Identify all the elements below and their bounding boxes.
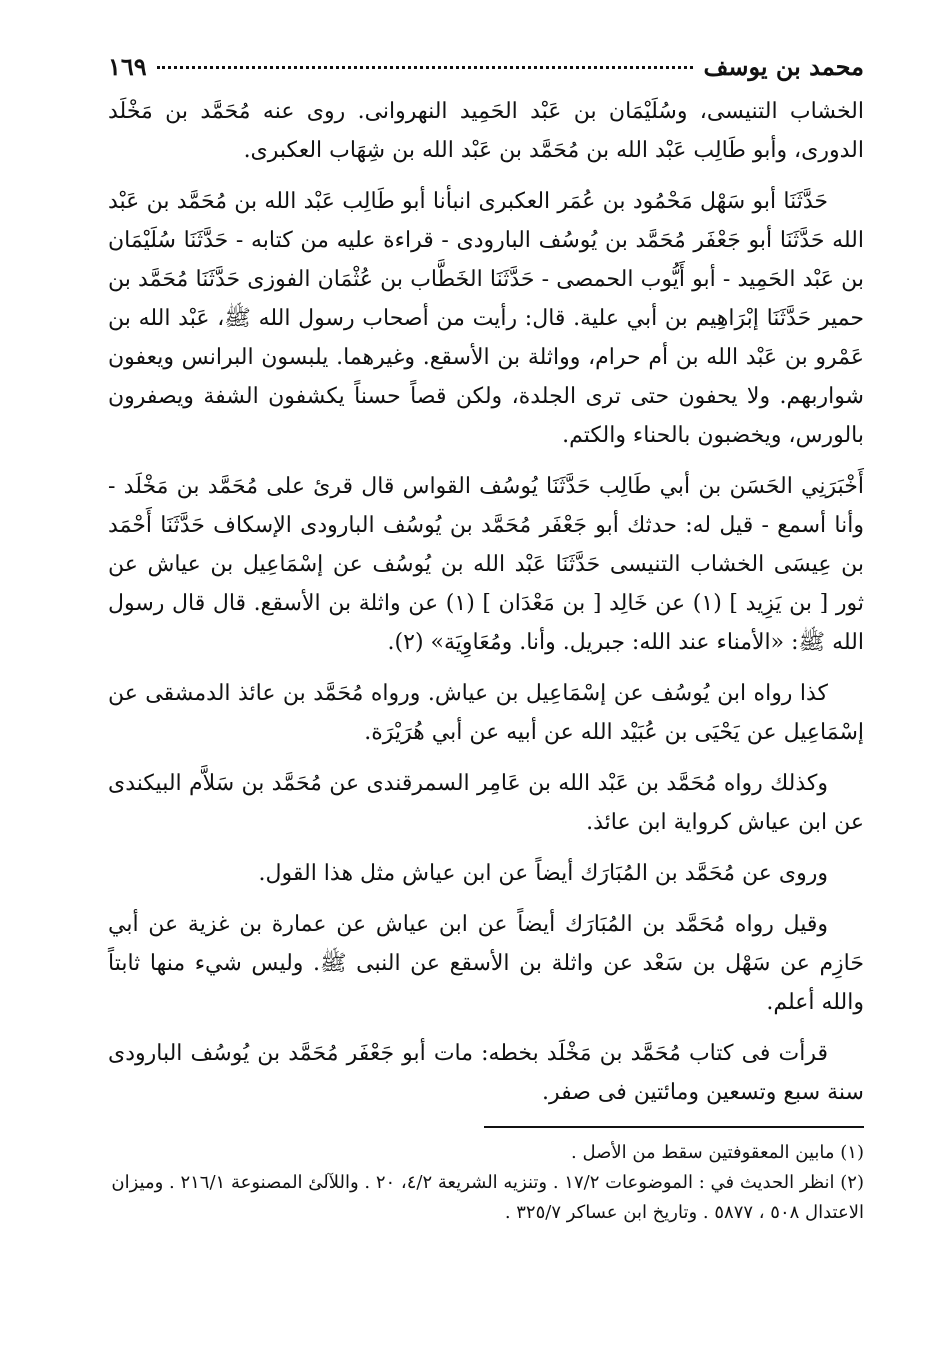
paragraph: كذا رواه ابن يُوسُف عن إسْمَاعِيل بن عياش. ورواه مُحَمَّد بن عائذ الدمشقى عن إسْمَاعِيل عن يَحْيَى بن عُبَيْد الله عن أبيه عن أبي هُرَيْرَة. [108, 681, 864, 745]
footnote: (٢) انظر الحديث في : الموضوعات ١٧/٢ . وتنزيه الشريعة ٤/٢، ٢٠ . واللآلئ المصنوعة ٢١٦/١ . وميزان الاعتدال ٥٠٨ ، ٥٨٧٧ . وتاريخ ابن عساكر ٣٢٥/٧ . [111, 1172, 864, 1223]
running-title: محمد بن يوسف [703, 52, 864, 81]
footnote: (١) مابين المعقوفتين سقط من الأصل . [571, 1142, 864, 1163]
page-number: ١٦٩ [108, 52, 147, 81]
leader-dots [157, 66, 694, 69]
book-page [108, 52, 864, 1228]
paragraph: وروى عن مُحَمَّد بن المُبَارَك أيضاً عن ابن عياش مثل هذا القول. [258, 861, 828, 886]
main-text [108, 92, 864, 1112]
paragraph: قرأت فى كتاب مُحَمَّد بن مَخْلَد بخطه: مات أبو جَعْفَر مُحَمَّد بن يُوسُف البارودى سنة سبع وتسعين ومائتين فى صفر. [108, 1041, 864, 1105]
paragraph: أَخْبَرَنِي الحَسَن بن أبي طَالِب حَدَّثَنَا يُوسُف القواس قال قرئ على مُحَمَّد بن مَخْلَد - وأنا أسمع - قيل له: حدثك أبو جَعْفَر مُحَمَّد بن يُوسُف البارودى الإسكاف حَدَّثَنَا أَحْمَد بن عِيسَى الخشاب التنيسى حَدَّثَنَا عَبْد الله بن يُوسُف عن إسْمَاعِيل بن عياش عن ثور [ بن يَزِيد ] (١) عن خَالِد [ بن مَعْدَان ] (١) عن واثلة بن الأسقع. قال قال رسول الله ﷺ: «الأمناء عند الله: جبريل. وأنا. ومُعَاوِيَة» (٢). [108, 474, 864, 655]
paragraph: وكذلك رواه مُحَمَّد بن عَبْد الله بن عَامِر السمرقندى عن مُحَمَّد بن سَلاَّم البيكندى عن ابن عياش كرواية ابن عائذ. [108, 771, 864, 835]
paragraph: حَدَّثَنَا أبو سَهْل مَحْمُود بن عُمَر العكبرى انبأنا أبو طَالِب عَبْد الله بن مُحَمَّد بن عَبْد الله حَدَّثَنَا أبو جَعْفَر مُحَمَّد بن يُوسُف البارودى - قراءة عليه من كتابه - حَدَّثَنَا سُلَيْمَان بن عَبْد الحَمِيد - أبو أَيُّوب الحمصى - حَدَّثَنَا الخَطَّاب بن عُثْمَان الفوزى حَدَّثَنَا مُحَمَّد بن حمير حَدَّثَنَا إبْرَاهِيم بن أبي علية. قال: رأيت من أصحاب رسول الله ﷺ، عَبْد الله بن عَمْرو بن عَبْد الله بن أم حرام، وواثلة بن الأسقع. وغيرهما. يلبسون البرانس ويعفون شواربهم. ولا يحفون حتى ترى الجلدة، ولكن قصاً حسناً يكشفون الشفة ويصفرون بالورس، ويخضبون بالحناء والكتم. [108, 189, 864, 448]
running-header [108, 52, 864, 92]
footnotes [108, 1138, 864, 1228]
paragraph: الخشاب التنيسى، وسُلَيْمَان بن عَبْد الحَمِيد النهروانى. روى عنه مُحَمَّد بن مَخْلَد الدورى، وأبو طَالِب عَبْد الله بن مُحَمَّد بن عَبْد الله بن شِهَاب العكبرى. [108, 99, 864, 163]
footnote-divider [484, 1126, 864, 1128]
paragraph: وقيل رواه مُحَمَّد بن المُبَارَك أيضاً عن ابن عياش عن عمارة بن غزية عن أبي حَازِم عن سَهْل بن سَعْد عن واثلة بن الأسقع عن النبى ﷺ. وليس شيء منها ثابتاً والله أعلم. [108, 912, 864, 1015]
